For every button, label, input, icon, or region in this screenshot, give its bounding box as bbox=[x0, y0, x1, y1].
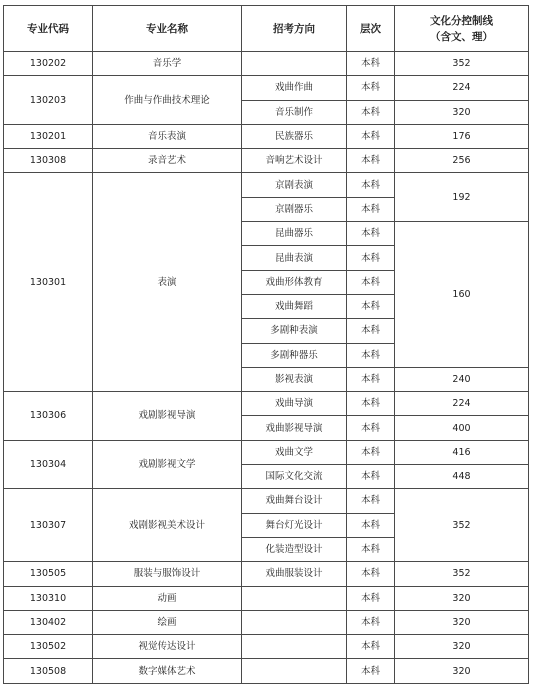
level-cell: 本科 bbox=[347, 52, 395, 76]
score-cell: 352 bbox=[395, 52, 529, 76]
direction-cell: 戏曲作曲 bbox=[242, 76, 347, 100]
code-cell: 130202 bbox=[4, 52, 93, 76]
header-score bbox=[395, 6, 529, 52]
table-row bbox=[4, 149, 529, 173]
table-row bbox=[4, 76, 529, 100]
direction-cell: 戏曲文学 bbox=[242, 440, 347, 464]
level-cell: 本科 bbox=[347, 489, 395, 513]
table-row bbox=[4, 489, 529, 513]
table-row bbox=[4, 440, 529, 464]
header-row bbox=[4, 6, 529, 52]
direction-cell: 昆曲表演 bbox=[242, 246, 347, 270]
direction-cell: 民族器乐 bbox=[242, 124, 347, 148]
score-cell: 320 bbox=[395, 659, 529, 683]
direction-cell bbox=[242, 610, 347, 634]
level-cell: 本科 bbox=[347, 197, 395, 221]
direction-cell bbox=[242, 52, 347, 76]
score-cell: 240 bbox=[395, 367, 529, 391]
name-cell: 作曲与作曲技术理论 bbox=[93, 76, 242, 125]
level-cell: 本科 bbox=[347, 222, 395, 246]
table-row bbox=[4, 392, 529, 416]
score-cell: 192 bbox=[395, 173, 529, 222]
level-cell: 本科 bbox=[347, 319, 395, 343]
level-cell: 本科 bbox=[347, 124, 395, 148]
direction-cell: 京剧表演 bbox=[242, 173, 347, 197]
level-cell: 本科 bbox=[347, 173, 395, 197]
level-cell: 本科 bbox=[347, 392, 395, 416]
header-score-line2: （含文、理） bbox=[430, 30, 493, 43]
direction-cell bbox=[242, 635, 347, 659]
level-cell: 本科 bbox=[347, 149, 395, 173]
score-cell: 256 bbox=[395, 149, 529, 173]
score-cell: 160 bbox=[395, 222, 529, 368]
level-cell: 本科 bbox=[347, 246, 395, 270]
level-cell: 本科 bbox=[347, 440, 395, 464]
direction-cell: 国际文化交流 bbox=[242, 465, 347, 489]
name-cell: 绘画 bbox=[93, 610, 242, 634]
score-cell: 352 bbox=[395, 562, 529, 586]
direction-cell: 多剧种表演 bbox=[242, 319, 347, 343]
score-cell: 320 bbox=[395, 610, 529, 634]
table-row bbox=[4, 610, 529, 634]
code-cell: 130306 bbox=[4, 392, 93, 441]
code-cell: 130402 bbox=[4, 610, 93, 634]
level-cell: 本科 bbox=[347, 562, 395, 586]
name-cell: 戏剧影视导演 bbox=[93, 392, 242, 441]
name-cell: 音乐表演 bbox=[93, 124, 242, 148]
name-cell: 数字媒体艺术 bbox=[93, 659, 242, 683]
level-cell: 本科 bbox=[347, 537, 395, 561]
score-cell: 320 bbox=[395, 586, 529, 610]
direction-cell bbox=[242, 586, 347, 610]
score-cell: 320 bbox=[395, 635, 529, 659]
code-cell: 130304 bbox=[4, 440, 93, 489]
direction-cell: 戏曲导演 bbox=[242, 392, 347, 416]
direction-cell: 戏曲舞台设计 bbox=[242, 489, 347, 513]
name-cell: 动画 bbox=[93, 586, 242, 610]
direction-cell: 戏曲影视导演 bbox=[242, 416, 347, 440]
level-cell: 本科 bbox=[347, 513, 395, 537]
code-cell: 130310 bbox=[4, 586, 93, 610]
name-cell: 服装与服饰设计 bbox=[93, 562, 242, 586]
code-cell: 130505 bbox=[4, 562, 93, 586]
direction-cell: 化装造型设计 bbox=[242, 537, 347, 561]
level-cell: 本科 bbox=[347, 294, 395, 318]
direction-cell bbox=[242, 659, 347, 683]
table-row bbox=[4, 173, 529, 197]
name-cell: 音乐学 bbox=[93, 52, 242, 76]
code-cell: 130308 bbox=[4, 149, 93, 173]
direction-cell: 京剧器乐 bbox=[242, 197, 347, 221]
code-cell: 130307 bbox=[4, 489, 93, 562]
table-row bbox=[4, 635, 529, 659]
name-cell: 录音艺术 bbox=[93, 149, 242, 173]
code-cell: 130203 bbox=[4, 76, 93, 125]
level-cell: 本科 bbox=[347, 343, 395, 367]
header-level: 层次 bbox=[347, 6, 395, 52]
name-cell: 表演 bbox=[93, 173, 242, 392]
table-row bbox=[4, 562, 529, 586]
score-cell: 416 bbox=[395, 440, 529, 464]
code-cell: 130508 bbox=[4, 659, 93, 683]
level-cell: 本科 bbox=[347, 100, 395, 124]
direction-cell: 戏曲形体教育 bbox=[242, 270, 347, 294]
score-cell: 400 bbox=[395, 416, 529, 440]
header-score-line1: 文化分控制线 bbox=[430, 14, 493, 27]
level-cell: 本科 bbox=[347, 659, 395, 683]
name-cell: 戏剧影视文学 bbox=[93, 440, 242, 489]
direction-cell: 音响艺术设计 bbox=[242, 149, 347, 173]
score-cell: 224 bbox=[395, 76, 529, 100]
level-cell: 本科 bbox=[347, 465, 395, 489]
score-cell: 224 bbox=[395, 392, 529, 416]
score-cell: 352 bbox=[395, 489, 529, 562]
table-row bbox=[4, 124, 529, 148]
name-cell: 视觉传达设计 bbox=[93, 635, 242, 659]
direction-cell: 多剧种器乐 bbox=[242, 343, 347, 367]
table-row bbox=[4, 659, 529, 683]
direction-cell: 戏曲舞蹈 bbox=[242, 294, 347, 318]
level-cell: 本科 bbox=[347, 635, 395, 659]
direction-cell: 舞台灯光设计 bbox=[242, 513, 347, 537]
direction-cell: 影视表演 bbox=[242, 367, 347, 391]
level-cell: 本科 bbox=[347, 270, 395, 294]
level-cell: 本科 bbox=[347, 586, 395, 610]
code-cell: 130301 bbox=[4, 173, 93, 392]
code-cell: 130502 bbox=[4, 635, 93, 659]
header-direction: 招考方向 bbox=[242, 6, 347, 52]
level-cell: 本科 bbox=[347, 76, 395, 100]
level-cell: 本科 bbox=[347, 610, 395, 634]
table-row bbox=[4, 52, 529, 76]
name-cell: 戏剧影视美术设计 bbox=[93, 489, 242, 562]
code-cell: 130201 bbox=[4, 124, 93, 148]
header-name: 专业名称 bbox=[93, 6, 242, 52]
score-cell: 176 bbox=[395, 124, 529, 148]
header-code: 专业代码 bbox=[4, 6, 93, 52]
admission-score-table bbox=[3, 5, 529, 684]
level-cell: 本科 bbox=[347, 416, 395, 440]
table-row bbox=[4, 586, 529, 610]
direction-cell: 音乐制作 bbox=[242, 100, 347, 124]
score-cell: 448 bbox=[395, 465, 529, 489]
score-cell: 320 bbox=[395, 100, 529, 124]
direction-cell: 戏曲服装设计 bbox=[242, 562, 347, 586]
level-cell: 本科 bbox=[347, 367, 395, 391]
direction-cell: 昆曲器乐 bbox=[242, 222, 347, 246]
